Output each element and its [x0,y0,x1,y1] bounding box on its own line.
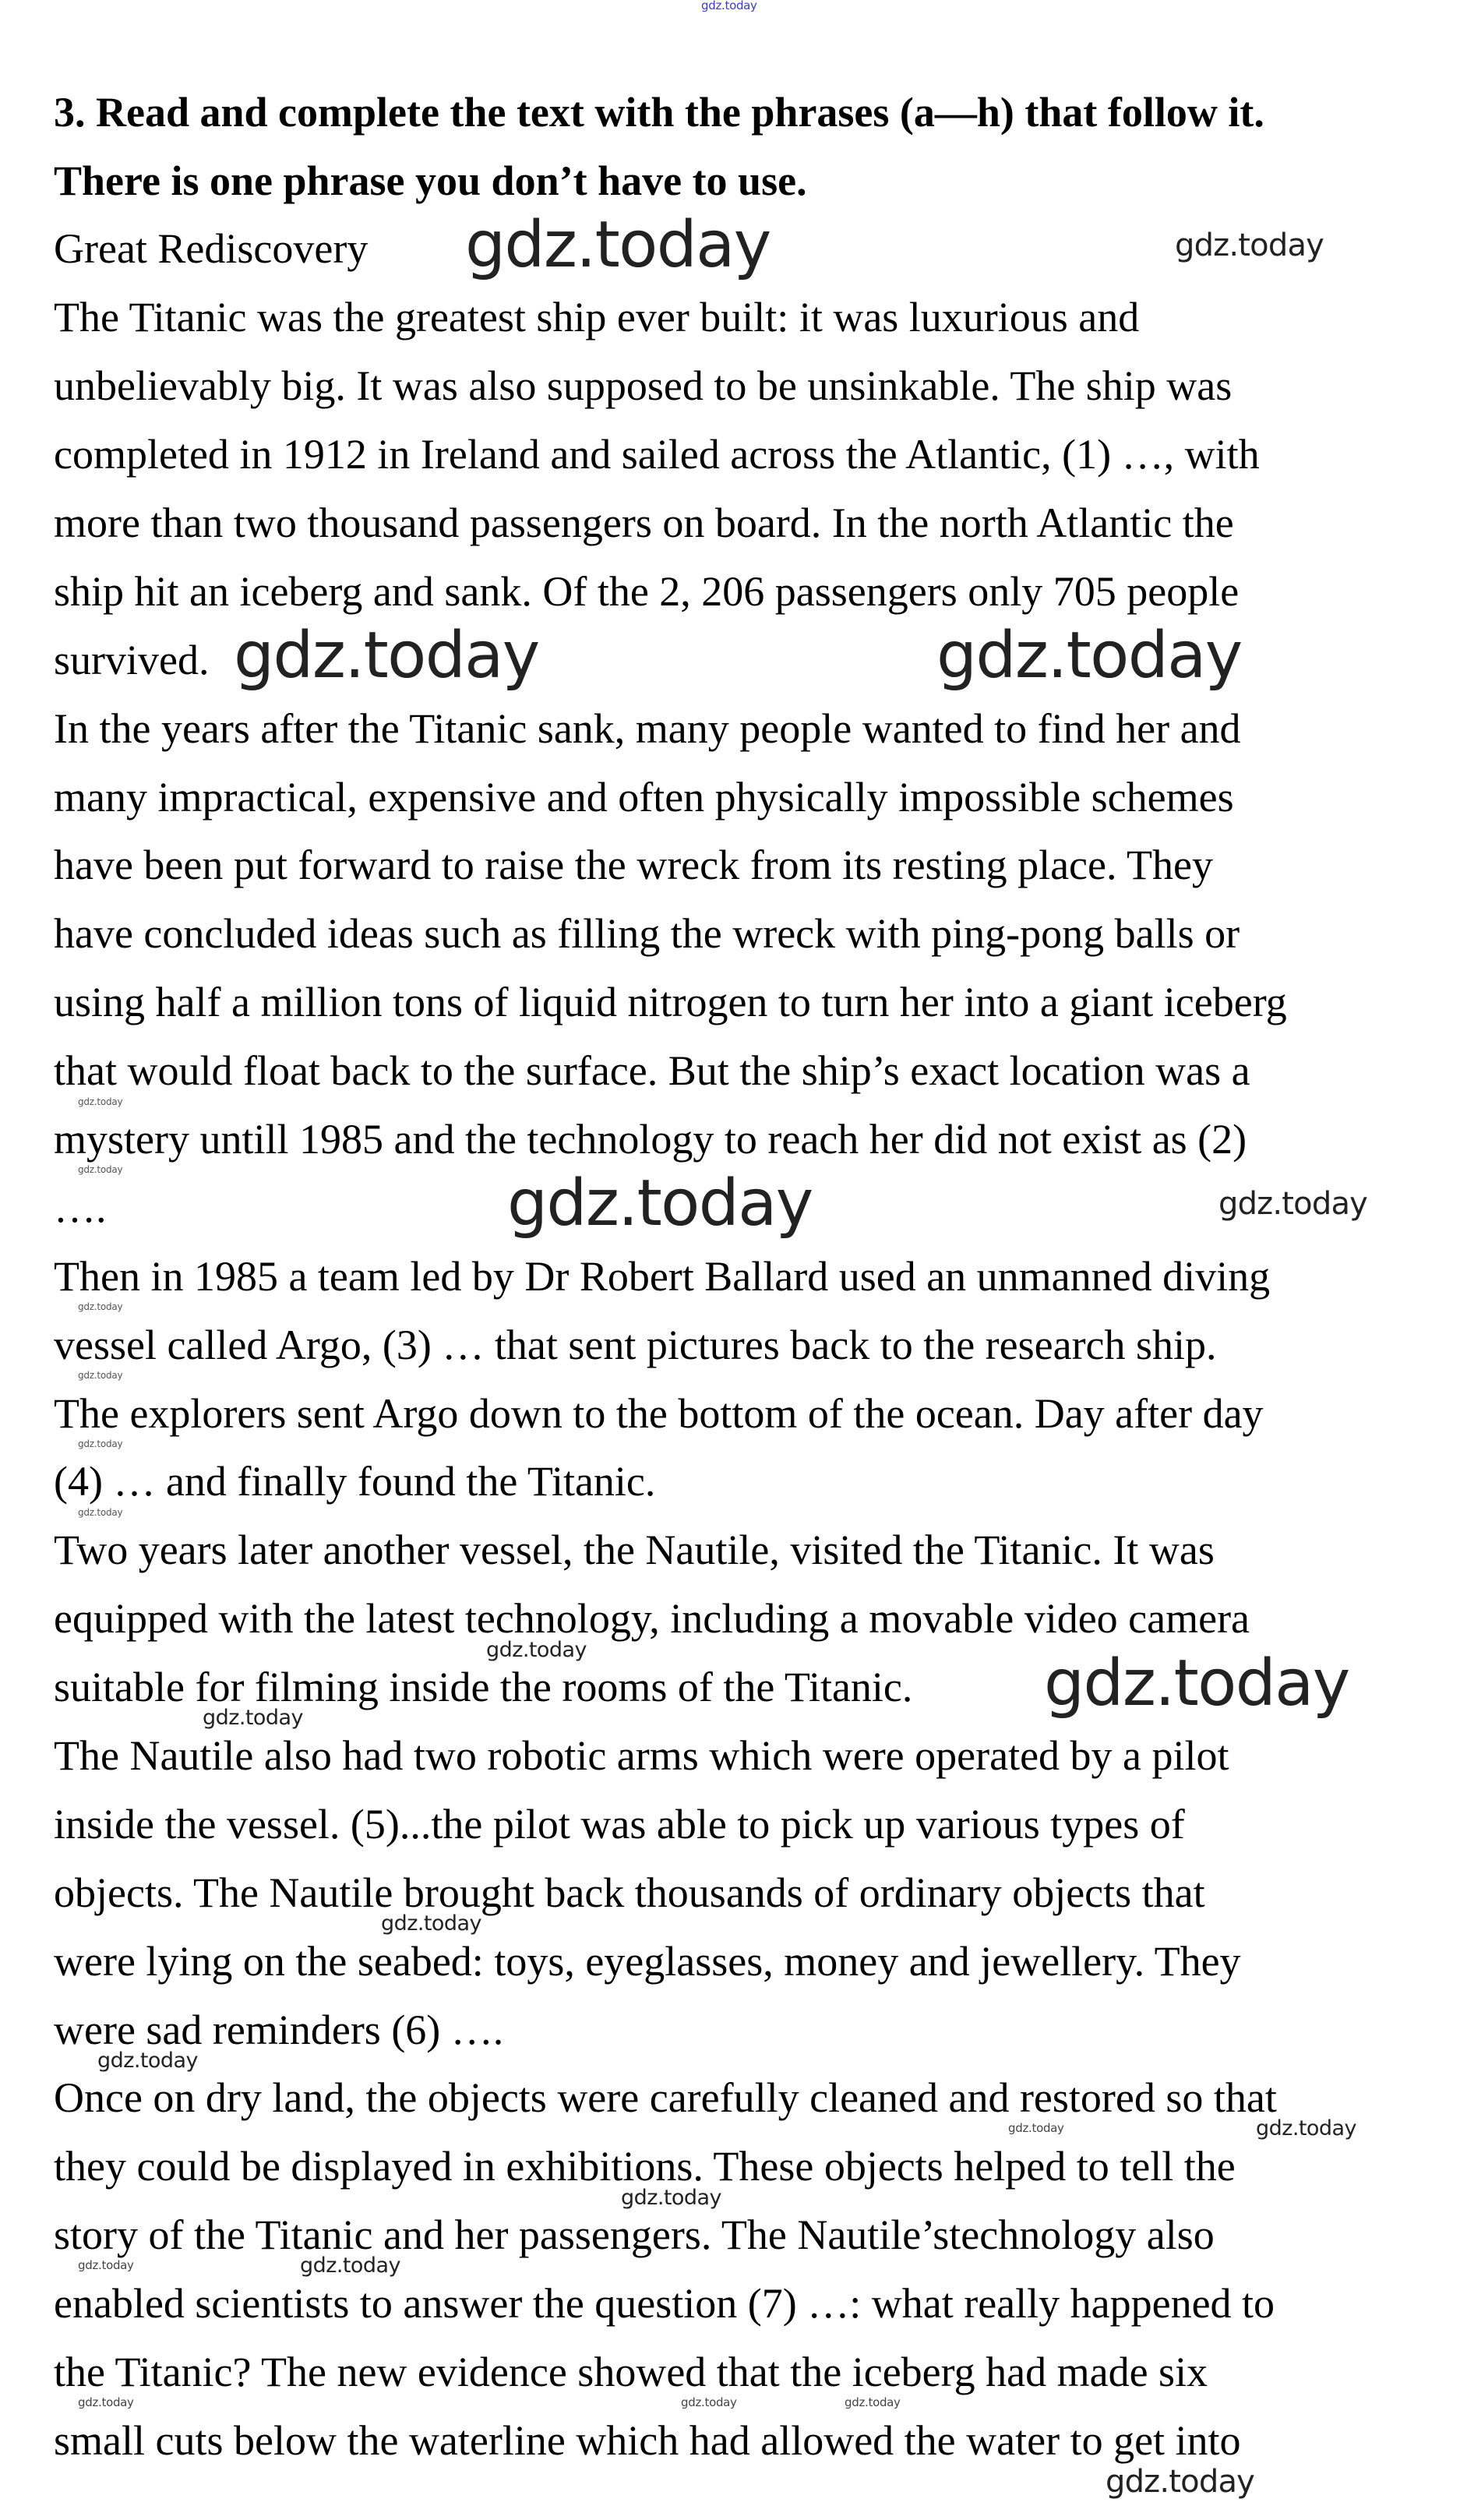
text-line: survived. [54,636,210,683]
text-line: the Titanic? The new evidence showed that the iceberg had made six [54,2349,1208,2395]
text-line: have concluded ideas such as filling the wreck with ping-pong balls or [54,910,1240,958]
watermark-logo: gdz.today [78,1507,123,1518]
text-line: story of the Titanic and her passengers. The Nautile’stechnology also [54,2211,1215,2259]
exercise-text [54,74,1448,2471]
watermark-logo: gdz.today [845,2395,901,2409]
watermark-logo: gdz.today [78,2395,134,2409]
text-line: Two years later another vessel, the Nautile, visited the Titanic. It was [54,1526,1215,1574]
watermark-logo: gdz.today [78,1301,123,1312]
text-body [54,280,1448,2472]
exercise-heading: 3. Read and complete the text with the phrases (a—h) that follow it. [54,88,1264,136]
text-line: The explorers sent Argo down to the bottom of the ocean. Day after day [54,1389,1264,1437]
text-line: unbelievably big. It was also supposed to be unsinkable. The ship was [54,362,1233,410]
text-line: suitable for filming inside the rooms of the Titanic. [54,1664,913,1711]
watermark-logo: gdz.today [381,1911,481,1936]
watermark-logo: gdz.today [936,619,1242,693]
text-title: Great Rediscovery [54,225,369,273]
text-line: (4) … and finally found the Titanic. [54,1458,656,1505]
text-line: inside the vessel. (5)...the pilot was able to pick up various types of [54,1800,1185,1848]
text-line: Once on dry land, the objects were carefully cleaned and restored so that [54,2074,1277,2122]
text-line: equipped with the latest technology, including a movable video camera [54,1595,1250,1643]
watermark-logo: gdz.today [97,2049,198,2073]
watermark-logo: gdz.today [1106,2464,1255,2500]
text-line: more than two thousand passengers on board. In the north Atlantic the [54,499,1234,546]
text-line: using half a million tons of liquid nitrogen to turn her into a giant iceberg [54,979,1287,1026]
text-line: they could be displayed in exhibitions. These objects helped to tell the [54,2143,1236,2190]
watermark-logo: gdz.today [78,1438,123,1449]
text-line: In the years after the Titanic sank, many people wanted to find her and [54,704,1241,752]
watermark-logo: gdz.today [621,2186,721,2210]
text-line: completed in 1912 in Ireland and sailed across the Atlantic, (1) …, with [54,431,1260,478]
text-line: The Titanic was the greatest ship ever built: it was luxurious and [54,294,1140,341]
watermark-logo: gdz.today [234,619,539,693]
watermark-logo: gdz.today [507,1166,813,1241]
text-line: that would float back to the surface. But the ship’s exact location was a [54,1047,1250,1095]
watermark-logo: gdz.today [1044,1646,1349,1721]
watermark-logo: gdz.today [1218,1186,1368,1222]
watermark-logo: gdz.today [1175,228,1324,263]
watermark-logo: gdz.today [78,1164,123,1175]
text-line: were lying on the seabed: toys, eyeglasses, money and jewellery. They [54,1937,1241,1985]
text-line: have been put forward to raise the wreck from its resting place. They [54,842,1213,889]
text-line: were sad reminders (6) …. [54,2006,504,2053]
watermark-logo: gdz.today [78,1096,123,1107]
text-line: mystery untill 1985 and the technology to reach her did not exist as (2) [54,1115,1247,1163]
text-line: many impractical, expensive and often physically impossible schemes [54,773,1234,821]
watermark-logo: gdz.today [1008,2121,1064,2135]
watermark-logo: gdz.today [465,208,771,282]
watermark-logo: gdz.today [78,1370,123,1381]
text-line: small cuts below the waterline which had allowed the water to get into [54,2416,1241,2464]
text-line: vessel called Argo, (3) … that sent pictures back to the research ship. [54,1321,1217,1368]
watermark-logo: gdz.today [681,2395,737,2409]
watermark-logo: gdz.today [78,2258,134,2272]
watermark-logo: gdz.today [203,1706,303,1730]
text-line: enabled scientists to answer the question (7) …: what really happened to [54,2280,1275,2328]
watermark-logo: gdz.today [701,0,757,12]
text-line: Then in 1985 a team led by Dr Robert Ballard used an unmanned diving [54,1252,1271,1300]
text-line: objects. The Nautile brought back thousands of ordinary objects that [54,1869,1205,1916]
exercise-heading-line2: There is one phrase you don’t have to use. [54,157,807,204]
watermark-logo: gdz.today [300,2254,400,2278]
watermark-logo: gdz.today [1256,2116,1356,2141]
watermark-logo: gdz.today [486,1638,587,1662]
text-line: The Nautile also had two robotic arms which were operated by a pilot [54,1731,1229,1779]
text-line: ship hit an iceberg and sank. Of the 2, 206 passengers only 705 people [54,567,1240,615]
text-line: …. [54,1184,107,1231]
